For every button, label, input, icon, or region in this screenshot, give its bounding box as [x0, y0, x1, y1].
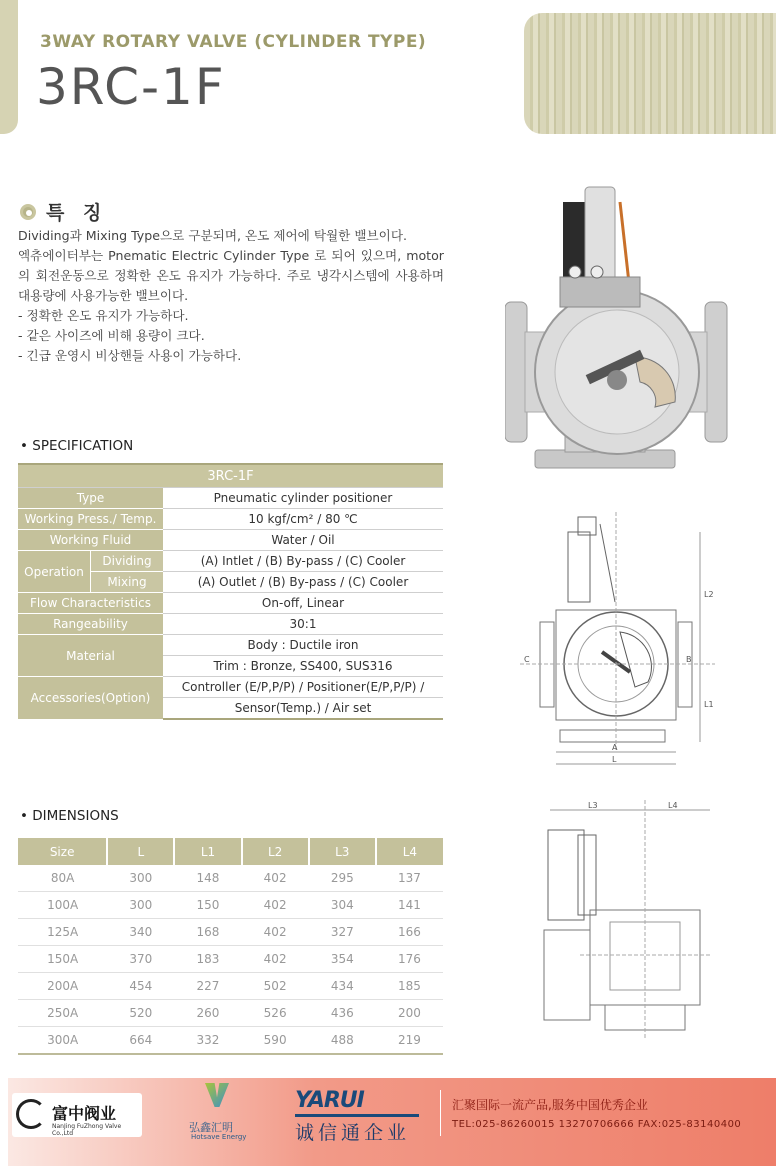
table-cell: 590: [242, 1027, 309, 1055]
table-row: [18, 946, 443, 973]
table-row: [18, 892, 443, 919]
table-cell: 434: [309, 973, 376, 1000]
header-left-tab: [0, 0, 18, 134]
spec-value: On-off, Linear: [163, 593, 443, 614]
footer-slogan: 汇聚国际一流产品,服务中国优秀企业: [452, 1098, 648, 1112]
table-cell: 150A: [18, 946, 107, 973]
spec-value: Body : Ductile iron: [163, 635, 443, 656]
feature-line: Dividing과 Mixing Type으로 구분되며, 온도 제어에 탁월한 밸브이다.: [18, 228, 408, 243]
label-c: C: [524, 655, 530, 664]
table-cell: 526: [242, 1000, 309, 1027]
yarui-logo-brand: YARUI: [295, 1088, 364, 1113]
dim-col-header: L2: [242, 838, 309, 865]
table-cell: 200A: [18, 973, 107, 1000]
specification-heading: • SPECIFICATION: [20, 438, 134, 454]
page-subtitle: 3WAY ROTARY VALVE (CYLINDER TYPE): [40, 32, 427, 52]
spec-label: Material: [18, 635, 163, 677]
spec-value: Trim : Bronze, SS400, SUS316: [163, 656, 443, 677]
spec-value: (A) Intlet / (B) By-pass / (C) Cooler: [163, 551, 443, 572]
table-cell: 250A: [18, 1000, 107, 1027]
dim-col-header: L: [107, 838, 174, 865]
table-cell: 304: [309, 892, 376, 919]
page-title: 3RC-1F: [36, 58, 226, 116]
side-view-drawing: [520, 800, 725, 1042]
table-cell: 340: [107, 919, 174, 946]
spec-label: Accessories(Option): [18, 677, 163, 720]
table-cell: 100A: [18, 892, 107, 919]
label-a: A: [612, 743, 618, 752]
footer-contact: TEL:025-86260015 13270706666 FAX:025-83140400: [452, 1119, 742, 1130]
table-cell: 402: [242, 865, 309, 892]
table-row: [18, 865, 443, 892]
table-cell: 227: [174, 973, 241, 1000]
table-cell: 185: [376, 973, 443, 1000]
table-cell: 295: [309, 865, 376, 892]
fuzhong-logo-en: NanJing FuZhong Valve Co.,Ltd: [52, 1123, 122, 1137]
table-cell: 166: [376, 919, 443, 946]
table-cell: 402: [242, 919, 309, 946]
table-cell: 664: [107, 1027, 174, 1055]
table-row: [18, 1027, 443, 1055]
dim-col-header: L3: [309, 838, 376, 865]
bullet-icon: [20, 204, 36, 220]
table-cell: 502: [242, 973, 309, 1000]
table-cell: 148: [174, 865, 241, 892]
label-l2: L2: [704, 590, 714, 599]
table-cell: 332: [174, 1027, 241, 1055]
dim-col-header: L4: [376, 838, 443, 865]
yarui-logo: [295, 1088, 435, 1146]
table-cell: 327: [309, 919, 376, 946]
table-cell: 137: [376, 865, 443, 892]
table-cell: 520: [107, 1000, 174, 1027]
feature-line: - 긴급 운영시 비상핸들 사용이 가능하다.: [18, 348, 242, 363]
table-cell: 80A: [18, 865, 107, 892]
spec-label: Type: [18, 488, 163, 509]
table-cell: 183: [174, 946, 241, 973]
table-cell: 125A: [18, 919, 107, 946]
header-banner: [524, 13, 776, 134]
spec-value: 10 kgf/cm² / 80 ℃: [163, 509, 443, 530]
feature-line: 엑츄에이터부는 Pnematic Electric Cylinder Type 로 되어 있으며, motor의 회전운동으로 정확한 온도 유지가 가능하다. 주로 냉각시스템에 사용하며 대용량에 사용가능한 밸브이다.: [18, 248, 444, 303]
spec-sublabel: Dividing: [91, 551, 164, 572]
spec-label: Working Press./ Temp.: [18, 509, 163, 530]
dim-col-header: L1: [174, 838, 241, 865]
yarui-logo-cn: 诚信通企业: [295, 1122, 411, 1144]
label-l: L: [612, 755, 617, 764]
spec-sublabel: Mixing: [91, 572, 164, 593]
spec-value: (A) Outlet / (B) By-pass / (C) Cooler: [163, 572, 443, 593]
table-cell: 402: [242, 946, 309, 973]
feature-line: - 같은 사이즈에 비해 용량이 크다.: [18, 328, 205, 343]
table-cell: 354: [309, 946, 376, 973]
label-b: B: [686, 655, 692, 664]
spec-value: Sensor(Temp.) / Air set: [163, 698, 443, 720]
specification-table: [18, 463, 443, 720]
table-cell: 488: [309, 1027, 376, 1055]
spec-label: Working Fluid: [18, 530, 163, 551]
table-cell: 402: [242, 892, 309, 919]
table-row: [18, 973, 443, 1000]
fuzhong-logo: [12, 1093, 142, 1137]
table-cell: 300: [107, 892, 174, 919]
front-view-drawing: [520, 512, 725, 774]
spec-model: 3RC-1F: [18, 464, 443, 488]
hotsave-logo-en: Hotsave Energy: [191, 1133, 247, 1141]
feature-line: - 정확한 온도 유지가 가능하다.: [18, 308, 189, 323]
table-cell: 370: [107, 946, 174, 973]
spec-value: 30:1: [163, 614, 443, 635]
fuzhong-logo-cn: 富中阀业: [52, 1104, 117, 1123]
hotsave-logo: [185, 1083, 249, 1143]
label-l1: L1: [704, 700, 714, 709]
table-cell: 454: [107, 973, 174, 1000]
dimensions-heading: • DIMENSIONS: [20, 808, 119, 824]
features-title: 특 징: [46, 202, 108, 224]
table-cell: 436: [309, 1000, 376, 1027]
features-body: [18, 226, 444, 366]
table-cell: 150: [174, 892, 241, 919]
label-l3: L3: [588, 801, 598, 810]
table-cell: 300A: [18, 1027, 107, 1055]
table-cell: 300: [107, 865, 174, 892]
table-cell: 141: [376, 892, 443, 919]
spec-value: Water / Oil: [163, 530, 443, 551]
yarui-logo-swoosh: [295, 1114, 419, 1117]
table-cell: 200: [376, 1000, 443, 1027]
fuzhong-logo-icon: [16, 1099, 46, 1129]
dim-col-header: Size: [18, 838, 107, 865]
dimensions-table: [18, 838, 443, 1055]
spec-label: Flow Characteristics: [18, 593, 163, 614]
table-cell: 219: [376, 1027, 443, 1055]
table-cell: 260: [174, 1000, 241, 1027]
table-cell: 168: [174, 919, 241, 946]
table-row: [18, 1000, 443, 1027]
footer-divider: [440, 1090, 441, 1136]
features-heading: [20, 198, 107, 225]
spec-label: Operation: [18, 551, 91, 593]
spec-value: Pneumatic cylinder positioner: [163, 488, 443, 509]
table-row: [18, 919, 443, 946]
hotsave-logo-cn: 弘鑫汇明: [189, 1121, 233, 1134]
hotsave-logo-icon: [205, 1083, 229, 1107]
table-cell: 176: [376, 946, 443, 973]
label-l4: L4: [668, 801, 678, 810]
spec-label: Rangeability: [18, 614, 163, 635]
valve-product-image: [505, 182, 730, 488]
spec-value: Controller (E/P,P/P) / Positioner(E/P,P/P) /: [163, 677, 443, 698]
